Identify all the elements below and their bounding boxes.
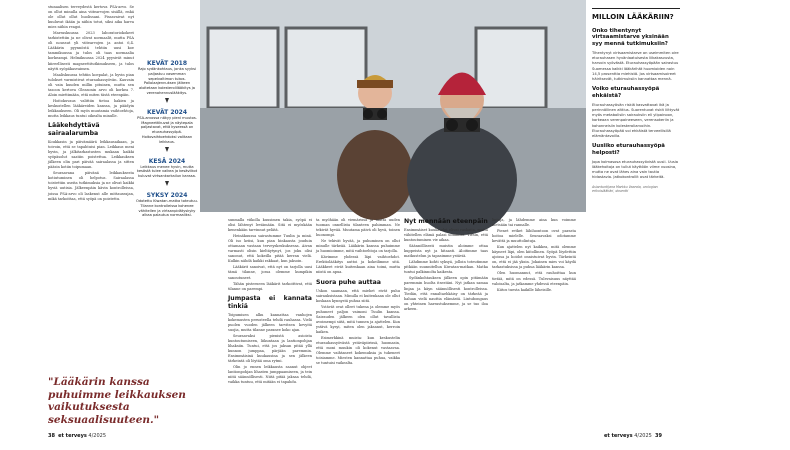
text-column-2 [228, 218, 312, 418]
body-paragraph: Tähän pisteeseen lääkärit tarkoittivat, että tilanne on parempi. [228, 281, 312, 291]
photo-caption: Lintubongaus on Karin ja Ilkan yhteinen harrastus. "Lintujen parissa voimme tärkeitä kauemmaksi hetkiä, joissa on saumaa ja rauhaa ajatella yhdessä." [734, 130, 790, 160]
timeline [136, 60, 198, 310]
body-paragraph: Kiitos tuesta kaikille läheisille. [497, 287, 553, 292]
left-text-column [48, 5, 134, 365]
issue-number: 4/2025 [88, 433, 106, 439]
divider [592, 8, 680, 9]
timeline-text: Leikkaus menee hyvin, mutta kesästä tulee vaikea ja kesäviikot kuluvat virtsankarkailun kanssa. [136, 164, 198, 179]
timeline-text: PSA-arvossa näkyy pieni muutos. Magneettikuvat ja näytepala paljastavat, että kyseessä on eturauhassyöpä. Hoitovaihtoehdoksi valitaan leikkaus. [137, 115, 197, 144]
body-paragraph: Lähdimme kohti syksyä, jolloin toteutimme pitkään suunnitellun Kiwatan-matkan. Matka tuntui palkinnolta kaikesta. [404, 260, 488, 275]
sidebar-title: MILLOIN LÄÄKÄRIIN? [592, 13, 674, 21]
timeline-item [136, 192, 198, 218]
timeline-date: SYKSY 2024 [146, 191, 188, 199]
sidebar-question: Uusiiko eturauhassyöpä helposti? [592, 143, 665, 156]
body-paragraph: lintuja, ja lähdemme aina kun voimme metsään tai rannalle. [492, 218, 576, 228]
text-column-4 [404, 218, 488, 418]
birdwatchers-photo [200, 0, 586, 212]
section-heading: Lääkehdyttävä sairaalarumba [48, 122, 100, 138]
section-heading: Suora puhe auttaa [316, 278, 381, 286]
body-paragraph: Uskon saamaan, että miehet eivät puhu sairauksistaan. Minulla ei kuitenkaan ole ollut koskaan kynnystä puhua siitä. [316, 288, 400, 303]
sidebar-source: Asiantuntijana Markku Vaarala, urologian erikoislääkäri, dosentti [592, 184, 658, 193]
sidebar-box [590, 8, 682, 426]
timeline-item [136, 109, 198, 153]
sidebar-answer: Jopa kolmasosa eturauhassyövistä uusii. Uusia lääkehoitoja on tullut käyttöön viime vuosina, mutta ne ovat lähes aina vain tautia hidastavia. Jatkokontrollit ovat tärkeitä. [592, 159, 679, 180]
body-paragraph: Ystävät ovat olleet tukena ja olemme myös puhuneet paljon vaimoni Tuulin kanssa. Sairauden jälkeen olen ollut tavallista avoimempi siitä, mitä tunnen ja ajattelen. Kun ystävä kysyi, miten olen jaksanut, kerroin kaiken. [316, 304, 400, 334]
body-paragraph: Pienet retket lähiluontoon ovat parasta hoitoa mielelle. Seuraavaksi odotamme kevättä ja muuttolintuja. [492, 229, 576, 244]
timeline-text: Rajo sydänkohtaus, jonka syyksi paljastuu vasemman sepelvaltimon tukos. Pallolaajennuksen jälkeen aloitetaan kolesterolilääkitys ja verenohennuslääkitys. [137, 67, 197, 95]
body-paragraph: Ne tekivät hyvää, ja puhuminen on ollut minulle tärkeää. Lääkärin kanssa puhuimme ja huomioimme, mitä vaihtoehtoja on tarjolla. [316, 239, 400, 254]
footer-right [604, 433, 662, 439]
left-paragraph: Koukkasin ja päivämäärä leikkausaikaan, ja toivoin, että se tapahtuisi pian. Leikkaus meni hyvin, ja jälkitarkastusten mukaan kaikki syöpäsolut saatiin poistettua. Leikkauksen jälkeen olin pari päivää sairaalassa ja sitten pääsin kotiin toipumaan. [48, 140, 134, 170]
body-paragraph: Esimerkkinä muista: kun keskustelin eturauhassyövästä ystäväpiirissä, huomasin, että moni muukin oli kokenut vastaavaa. Olemme vaihtaneet kokemuksia ja tukeneet toisiamme. Miesten kannattaa puhua, vaikka se tuntuisi vaikealta. [316, 335, 400, 366]
down-arrow-icon [165, 147, 169, 153]
timeline-date: KESÄ 2024 [148, 157, 186, 165]
body-paragraph: Olen huomannut, että rauhoittaa kun tietää, mitä on edessä. Tulevaisuus näyttää valoisalta, ja jatkamme yhdessä eteenpäin. [492, 271, 576, 286]
text-column-3 [316, 218, 400, 418]
timeline-item [136, 158, 198, 187]
down-arrow-icon [165, 98, 169, 104]
section-heading: Jumpasta ei kannata tinkiä [228, 294, 312, 310]
timeline-text: Odotettu Kiwatan-matka toteutuu. Tilanne kontrolleissa kohenee vähitellen ja virtsanpidätyskyky alkaa palautua normaaliksi. [136, 198, 198, 218]
body-paragraph: Toipumisen alku kannattaa vanhojen kokemusten perusteella tehdä rauhassa. Vielä puolen vuoden jälkeen tarvitsen kevyitä suojia, mutta tilanne paranee koko ajan. [228, 312, 312, 332]
page-number: 39 [655, 433, 662, 439]
left-paragraph: Maaliskuussa tehtiin koepalat, ja hyvin pian tulokset varmistivat eturauhassyövän. Kauvain oli vain kuuden millin pituinen, mutta sen tasoon kertova Gleasonin arvo oli korkea 7. Aloin miettimään, että miten tästä eteenpäin. [48, 72, 134, 97]
pull-quote: "Lääkärin kanssa puhuimme leikkauksen vaikutuksesta seksuaalisuuteen." [48, 376, 186, 426]
footer-left [48, 433, 106, 439]
body-paragraph: Sydänkohtauksen jälkeen opin pitämään paremmin huolta itsestäni. Nyt jatkan samaa linjaa ja käyn säännöllisesti kontrolleissa. Tiedän, että ennaltaehkäisy on tärkeää ja haluan vielä nauttia elämästä. Lintubongaus on yhteinen harrastuksemme, ja se tuo iloa arkeen. [404, 276, 488, 311]
body-paragraph: Kun ajattelen nyt kaikkea, mitä olemme käyneet läpi, olen kiitollinen. Syöpä löydettiin ajoissa ja hoidot onnistuivat hyvin. Tärkeintä on, että ei jää yksin. Jokainen mies voi käydä tarkastuksissa ja puhua lääkärin kanssa. [492, 245, 576, 270]
body-paragraph: Kävimme yhdessä läpi vaihtoehdot. Erektiolääkitys auttoi ja kokeilimme sitä. Lääkkeet eivät kuitenkaan aina toimi, mutta niistä on apua. [316, 255, 400, 275]
left-paragraph: Marraskuussa 2023 laboratoriokokeet tarkistettiin ja ne olivat normaalit, mutta PSA oli noussut yli viitearvojen ja antoi 6,4. Lääkärin pyynnöstä tehtiin uusi koe tammikuussa ja tulos oli taas normaalia korkeampi. Helmikuussa 2024 pyysivät minut kiireellisesti magneettitutkimukseen, ja tulos näytti syöpäkasvaimen. [48, 31, 134, 71]
left-paragraph: Seuraavana päivänä leikkauksesta kotiutuminen oli helpotus. Sairaalassa toistettiin useita tutkimuksia ja ne olivat kaikki hyviä uutisia. Jälkeenpäin kävin kontrolleissa, joissa PSA-arvo oli laskenut alle mittausrajan, mikä tarkoittaa, että syöpä on poistettu. [48, 171, 134, 201]
timeline-item [136, 60, 198, 104]
body-paragraph: Olin jo ennen leikkausta saanut ohjeet lantionpohjan lihasten jumppaamiseen, ja tein niitä säännöllisesti. Niitä pitää jaksaa tehdä, vaikka tuntuu, että mitään ei tapahdu. [228, 365, 312, 385]
timeline-date: KEVÄT 2018 [146, 60, 188, 67]
body-paragraph: Heinäkuussa sairastumme Tuulin ja minä. Oli iso kriisi, kun pian hinkausta jouduin ottamaan vastaan terveyskeskuksessa. Aivan varmasti olisin kieltäytynyt, jos joku olisi sanonut, että kokeilla pitää kerran vielä. Kulkin nähdä kaikki rakkaat, kun jaksoin. [228, 234, 312, 264]
timeline-date: KEVÄT 2024 [146, 108, 188, 116]
sidebar-answer: Tihentynyt virtsaamistarve on useimmiten oire eturauhasen hyvänlaatuisesta liikakasvusta, harvoin syövästä. Eturauhassyöpään sairastuu Suomessa kaikki lääkärihät huomioiden noin 14,5 prosenttia miehistä. Jos virtsaamisoireet häiritsevät, tutkimuksiin kannattaa mennä. [592, 50, 679, 81]
body-paragraph: Lääkärit sanoivat, että nyt on tarjolla uusi tämä tilanne, jossa olemme kumpikin sanoutuneet. [228, 265, 312, 280]
down-arrow-icon [165, 181, 169, 187]
magazine-name: et terveys [604, 433, 633, 439]
body-paragraph: Ensimmäiset kuukaudet olivat raskaita, mutta vähitellen elämä palasi uomiinsa. Tiesin, että kuntoutuminen vie aikaa. [404, 228, 488, 243]
sidebar-question: Voiko eturauhassyöpä ehkäistä? [592, 86, 660, 99]
left-paragraph: Hoitokuvaus valittiin tietoa hakien ja keskustellen lääkäreiden kanssa, ja päädyin leikkaukseen. Oli myös muutamia vaihtoehtoja, mutta leikkaus tuntui oikealta minulle. [48, 98, 134, 118]
magazine-name: et terveys [58, 433, 87, 439]
body-paragraph: Seuraavaksi pienistä asioista kuntoutumiseen, liikuntaan ja lantionpohjan lihaksiin. Tuntui, että jos jaksan pitää yllä kunnon jumppaa, pärjään paremmin. Ensimmäisinä kuukausina ja sen jälkeen tärkeintä oli löytää oma rytmi. [228, 333, 312, 364]
issue-number: 4/2025 [634, 433, 652, 439]
sidebar-answer: Eturauhassyövän riskiä kasvattavat ikä ja perinnöllinen alttius. Suorentuvat riskit liittyvät myös metabolisiin sairauksiin eli ylipainoon, korkeaan verenpaineeseen, verensokeriin ja kohonneisiin kolesteroliarvoihin. Eturauhassyöpää voi ehkäistä terveellisillä elämäntavoilla. [592, 102, 680, 138]
body-paragraph: sunmalla viikolla kuusimen takia, syöpä ei olisi lähtenyt leviämään. Sitä ei myöskään kenenkään tarvinnut pelätä. [228, 218, 312, 233]
text-column-5 [492, 218, 576, 418]
sidebar-question: Onko tihentynyt virtsaamistarve yksinään syy mennä tutkimuksiin? [592, 27, 669, 48]
body-paragraph: ta myöhään oli viemärissä ja mutta uuden tuoman onnellista tilanteen pahimman. Ne tekivät hyvää. Muutama päivä oli hyvä, toinen huonompi. [316, 218, 400, 238]
section-heading: Nyt mennään eteenpäin [404, 218, 488, 225]
left-paragraph: stunaalisen terveydestä kertova PSA-arvo. Se on ollut minulla aina viitearvojen sisällä, enkä ole ollut ollut huolissani. Pissavaivat nyt kuuluvat ikään ja niihin totut, siksi aika harva mies niihin reagoi. [48, 5, 134, 30]
body-paragraph: Säännöllisesti muistin aloimme ottaa kuppeista nyt ja hitaasti. Aloitimme taas matkustelun ja tapasimme ystäviä. [404, 244, 488, 259]
page-number: 38 [48, 433, 55, 439]
